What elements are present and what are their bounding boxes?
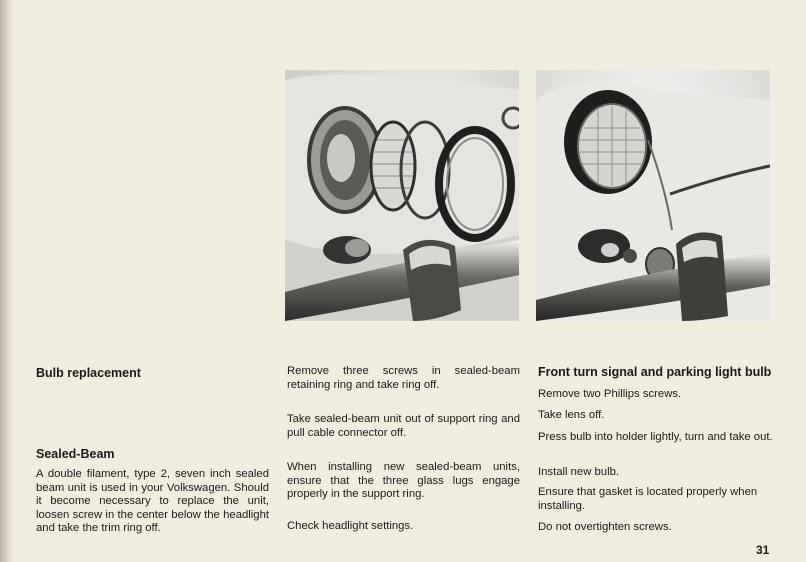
turn-signal-step: Take lens off. <box>538 409 605 421</box>
page-binding-shadow <box>0 0 14 562</box>
page-number: 31 <box>756 543 770 557</box>
turn-signal-step: Press bulb into holder lightly, turn and take out. <box>538 431 773 443</box>
turn-signal-step: Remove two Phillips screws. <box>538 388 682 400</box>
sealed-beam-paragraph: A double filament, type 2, seven inch sealed beam unit is used in your Volkswagen. Should it become necessary to replace the unit, loosen screw in the center below the headlight and take the trim ring off. <box>36 468 269 535</box>
turn-signal-step: Do not overtighten screws. <box>538 521 672 533</box>
turn-signal-step: Ensure that gasket is located properly when installing. <box>538 486 758 512</box>
headlight-disassembly-photo <box>285 70 519 321</box>
turn-signal-step: Install new bulb. <box>538 466 620 478</box>
bulb-replacement-heading: Bulb replacement <box>36 366 141 380</box>
turn-signal-removal-photo <box>536 70 770 321</box>
sealed-beam-step: Check headlight settings. <box>287 520 414 532</box>
turn-signal-heading: Front turn signal and parking light bulb <box>538 365 772 379</box>
sealed-beam-subheading: Sealed-Beam <box>36 447 115 461</box>
sealed-beam-step: When installing new sealed-beam units, ensure that the three glass lugs engage properly in the support ring. <box>287 461 520 501</box>
sealed-beam-step: Remove three screws in sealed-beam retaining ring and take ring off. <box>287 365 520 391</box>
sealed-beam-step: Take sealed-beam unit out of support ring and pull cable connector off. <box>287 413 520 439</box>
